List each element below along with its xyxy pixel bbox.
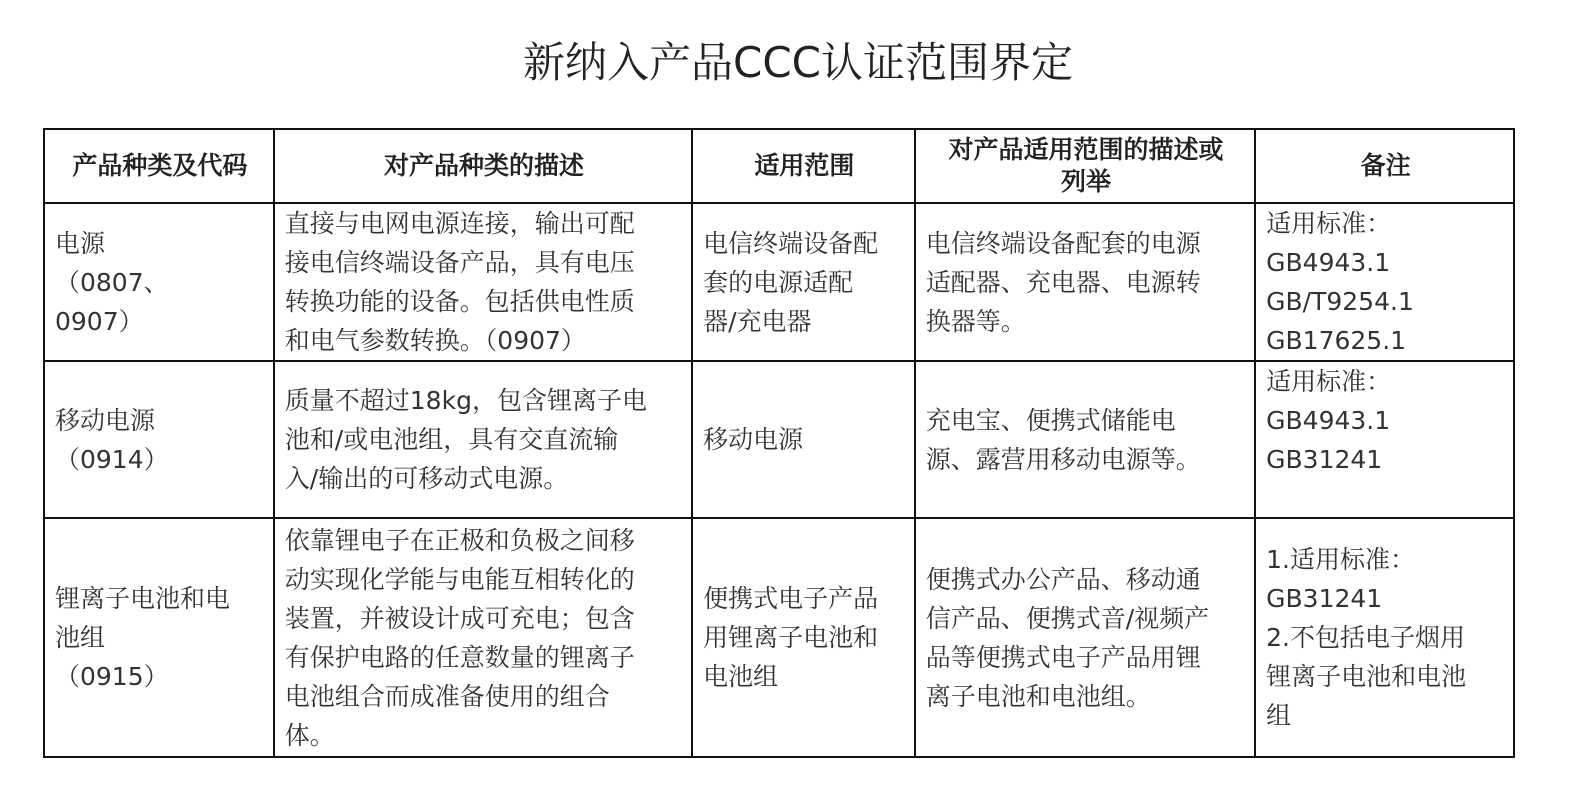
cell-category: 电源 （0807、 0907） — [44, 203, 274, 361]
header-remarks: 备注 — [1255, 129, 1514, 203]
header-scope: 适用范围 — [692, 129, 915, 203]
cell-scope-detail: 电信终端设备配套的电源 适配器、充电器、电源转 换器等。 — [915, 203, 1255, 361]
header-scope-detail: 对产品适用范围的描述或 列举 — [915, 129, 1255, 203]
page-title: 新纳入产品CCC认证范围界定 — [523, 38, 1073, 87]
cell-scope: 移动电源 — [692, 361, 915, 518]
header-category: 产品种类及代码 — [44, 129, 274, 203]
table-row — [44, 361, 1514, 518]
cell-description: 直接与电网电源连接，输出可配 接电信终端设备产品，具有电压 转换功能的设备。包括供电性质 和电气参数转换。（0907） — [274, 203, 692, 361]
cell-remarks: 适用标准： GB4943.1 GB/T9254.1 GB17625.1 — [1255, 203, 1514, 361]
cell-scope: 便携式电子产品 用锂离子电池和 电池组 — [692, 518, 915, 757]
cell-scope: 电信终端设备配 套的电源适配 器/充电器 — [692, 203, 915, 361]
table-row — [44, 203, 1514, 361]
cell-category: 移动电源 （0914） — [44, 361, 274, 518]
cell-scope-detail: 充电宝、便携式储能电 源、露营用移动电源等。 — [915, 361, 1255, 518]
cell-category: 锂离子电池和电 池组 （0915） — [44, 518, 274, 757]
cell-description: 依靠锂电子在正极和负极之间移 动实现化学能与电能互相转化的 装置，并被设计成可充电；包含 有保护电路的任意数量的锂离子 电池组合而成准备使用的组合 体。 — [274, 518, 692, 757]
table-row — [44, 518, 1514, 757]
cell-remarks: 1.适用标准： GB31241 2.不包括电子烟用 锂离子电池和电池 组 — [1255, 518, 1514, 757]
table-header-row — [44, 129, 1514, 203]
header-description: 对产品种类的描述 — [274, 129, 692, 203]
cell-scope-detail: 便携式办公产品、移动通 信产品、便携式音/视频产 品等便携式电子产品用锂 离子电池和电池组。 — [915, 518, 1255, 757]
cell-description: 质量不超过18kg，包含锂离子电 池和/或电池组，具有交直流输 入/输出的可移动式电源。 — [274, 361, 692, 518]
cell-remarks: 适用标准： GB4943.1 GB31241 — [1255, 361, 1514, 518]
ccc-scope-table — [43, 128, 1515, 758]
